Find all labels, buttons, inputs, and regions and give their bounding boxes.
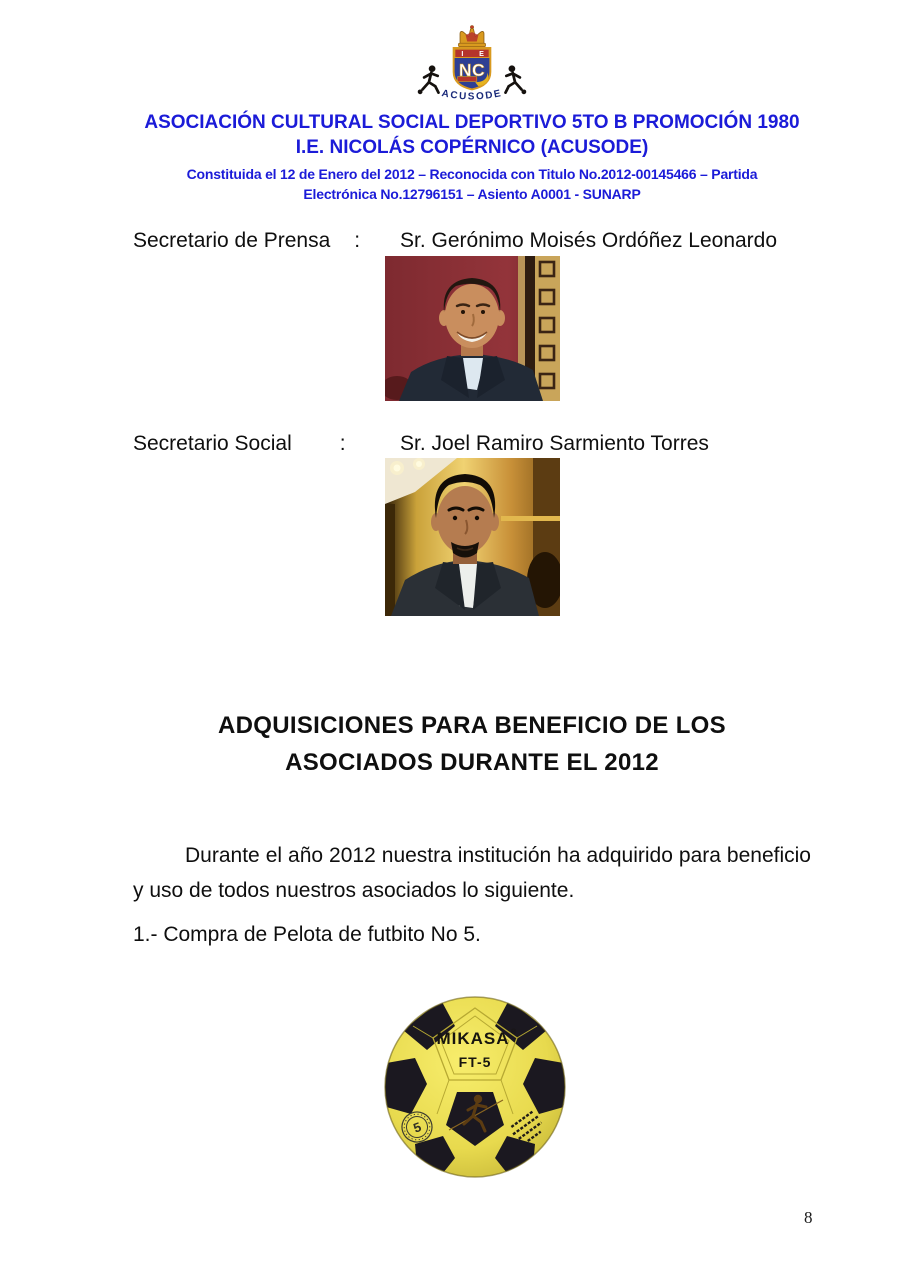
crown-icon xyxy=(458,25,485,46)
list-item-1: 1.- Compra de Pelota de futbito No 5. xyxy=(133,923,481,946)
section-title-line1: ADQUISICIONES PARA BENEFICIO DE LOS xyxy=(218,712,726,739)
header-subtitle-line2: Electrónica No.12796151 – Asiento A0001 - SUNARP xyxy=(303,186,641,202)
header-title-line1: ASOCIACIÓN CULTURAL SOCIAL DEPORTIVO 5TO B PROMOCIÓN 1980 xyxy=(144,112,800,133)
officer-name: Sr. Gerónimo Moisés Ordóñez Leonardo xyxy=(400,229,778,252)
officer-name: Sr. Joel Ramiro Sarmiento Torres xyxy=(400,432,709,455)
header-title-line2: I.E. NICOLÁS COPÉRNICO (ACUSODE) xyxy=(295,137,649,158)
soccer-player-right-icon xyxy=(506,65,527,94)
officer-row-secretario-prensa xyxy=(133,229,811,253)
ball-model: FT-5 xyxy=(458,1054,492,1070)
logo-monogram: NC xyxy=(458,59,486,80)
club-logo xyxy=(408,24,536,107)
page-content xyxy=(133,0,811,1280)
letterhead xyxy=(133,24,811,204)
header-subtitle-line1: Constituida el 12 de Enero del 2012 – Reconocida con Titulo No.2012-00145466 – Partida xyxy=(186,166,758,182)
ball-registered-icon: ® xyxy=(511,1029,517,1036)
soccer-player-left-icon xyxy=(418,65,439,94)
intro-paragraph: Durante el año 2012 nuestra institución ha adquirido para beneficio y uso de todos nuestros asociados lo siguiente. xyxy=(133,844,811,902)
logo-arc-text: ACUSODE xyxy=(440,87,504,103)
logo-initial-right: E xyxy=(479,49,484,58)
section-title-line2: ASOCIADOS DURANTE EL 2012 xyxy=(285,749,659,776)
portrait-photo-secretario-social xyxy=(385,458,560,616)
mikasa-ball-photo xyxy=(375,986,575,1186)
officer-role: Secretario de Prensa xyxy=(133,229,331,252)
officer-colon: : xyxy=(354,229,361,252)
officer-row-secretario-social xyxy=(133,432,811,456)
page-number: 8 xyxy=(804,1208,813,1227)
ball-brand: MIKASA xyxy=(436,1029,510,1048)
portrait-photo-secretario-prensa xyxy=(385,256,560,401)
logo-initial-left: I xyxy=(461,49,464,58)
officer-role: Secretario Social xyxy=(133,432,292,455)
officer-colon: : xyxy=(339,432,346,455)
shield-graphic xyxy=(454,48,491,90)
ball-size-number: 5 xyxy=(411,1119,424,1136)
section-title xyxy=(133,707,811,781)
